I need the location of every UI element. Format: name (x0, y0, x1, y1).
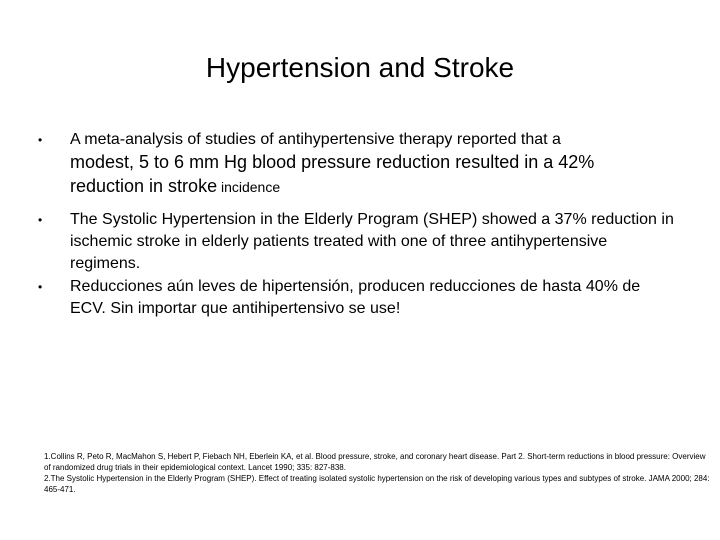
bullet-marker: • (38, 133, 43, 147)
bullet-item (38, 209, 678, 275)
bullet-item (38, 129, 678, 199)
bullet-text: Reducciones aún leves de hipertensión, producen reducciones de hasta 40% de ECV. Sin importar que antihipertensivo se use! (70, 278, 641, 317)
bullet-list (38, 129, 678, 320)
bullet-marker: • (38, 213, 43, 227)
bullet-marker: • (38, 280, 43, 294)
reference-item: 1.Collins R, Peto R, MacMahon S, Hebert P, Fiebach NH, Eberlein KA, et al. Blood pressure, stroke, and coronary heart disease. Part 2. Short-term reductions in blood pressure: Overview of randomized drug trials in their epidemiological context. Lancet 1990; 335: 827-838. (44, 452, 706, 472)
bullet-text-line: modest, 5 to 6 mm Hg blood pressure reduction resulted in a 42% (70, 152, 595, 172)
bullet-item (38, 276, 678, 320)
bullet-text-line: incidence (217, 179, 281, 195)
bullet-text: The Systolic Hypertension in the Elderly Program (SHEP) showed a 37% reduction in ischemic stroke in elderly patients treated with one of three antihypertensive regimens. (70, 211, 674, 272)
slide-title: Hypertension and Stroke (205, 52, 515, 83)
bullet-text-line: reduction in stroke (70, 176, 218, 196)
reference-item: 2.The Systolic Hypertension in the Elderly Program (SHEP). Effect of treating isolated systolic hypertension on the risk of developing various types and subtypes of stroke. JAMA 2000; 284: 465-471. (44, 474, 710, 494)
bullet-text-line: A meta-analysis of studies of antihypertensive therapy reported that a (70, 131, 561, 148)
references (44, 451, 714, 495)
